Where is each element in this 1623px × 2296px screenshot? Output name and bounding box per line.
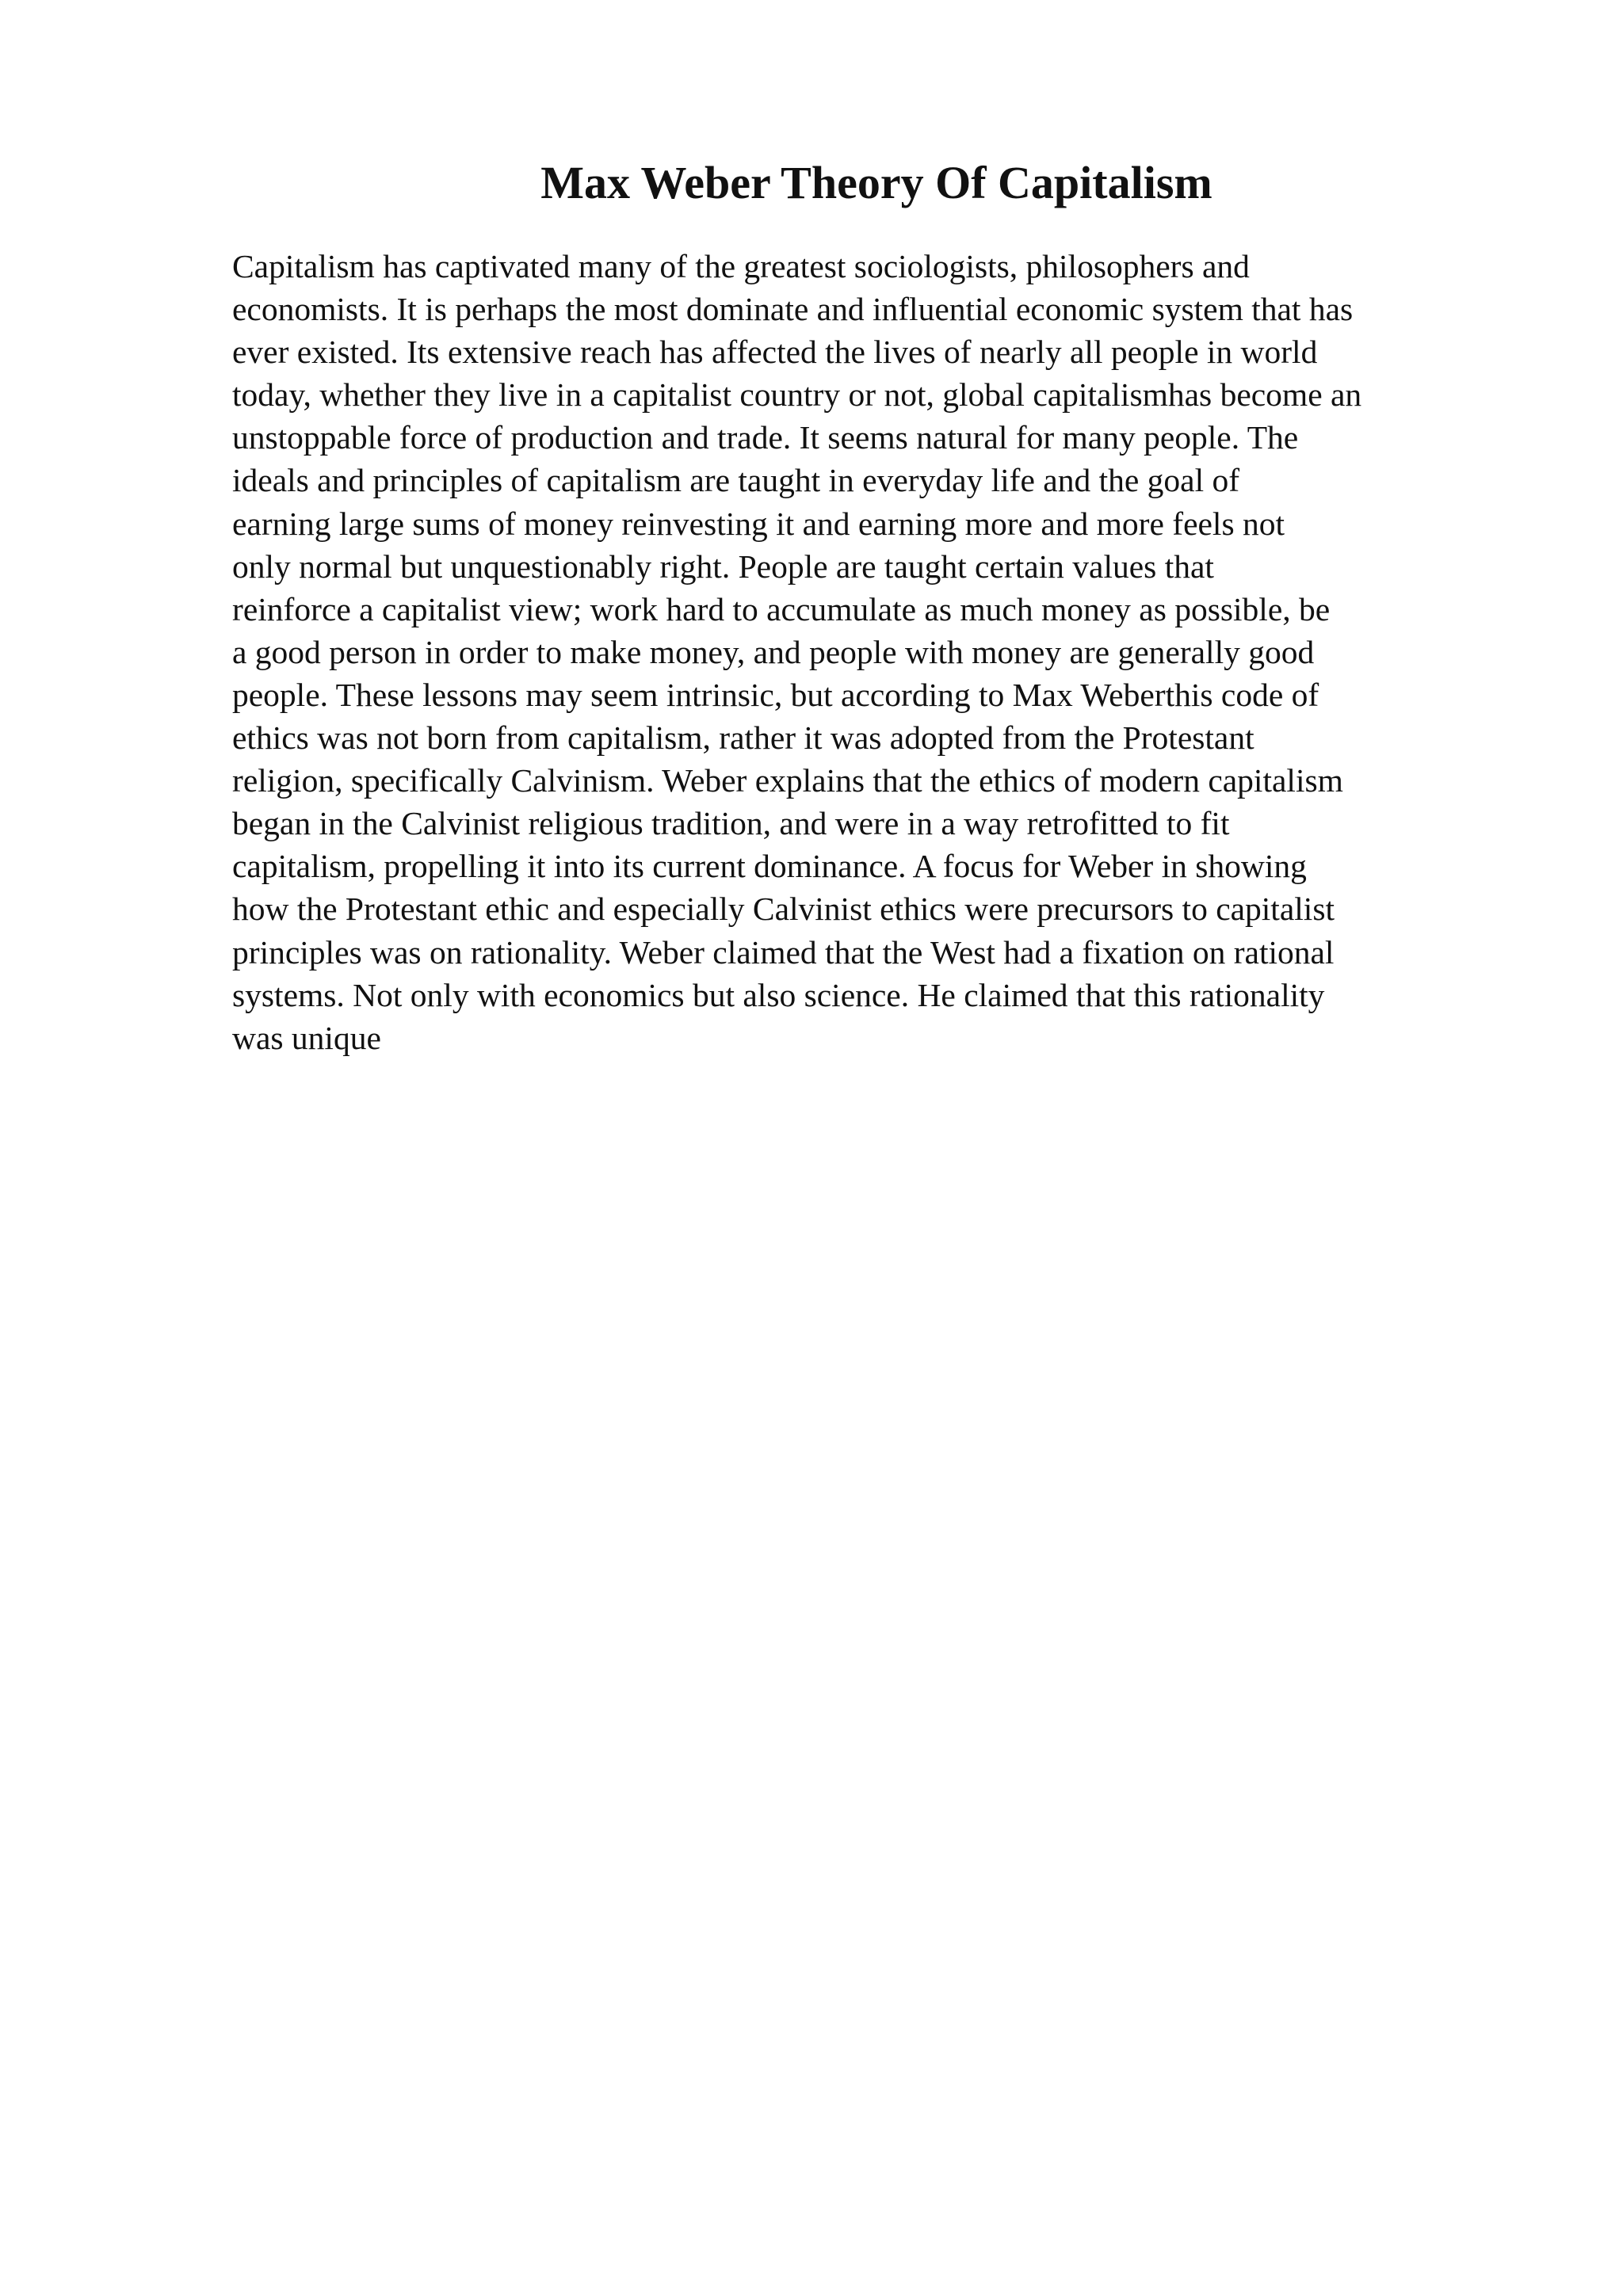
document-title: Max Weber Theory Of Capitalism	[540, 157, 1212, 208]
body-line: began in the Calvinist religious tradition, and were in a way retrofitted to fit	[232, 805, 1230, 842]
body-line: principles was on rationality. Weber claimed that the West had a fixation on rational	[232, 933, 1335, 971]
body-line: economists. It is perhaps the most dominate and influential economic system that has	[232, 291, 1354, 328]
body-line: ideals and principles of capitalism are taught in everyday life and the goal of	[232, 462, 1240, 499]
body-line: only normal but unquestionably right. People are taught certain values that	[232, 547, 1214, 585]
body-line: today, whether they live in a capitalist country or not, global capitalismhas become an	[232, 376, 1362, 414]
body-line: systems. Not only with economics but also science. He claimed that this rationality	[232, 976, 1325, 1013]
body-line: a good person in order to make money, and people with money are generally good	[232, 633, 1315, 670]
body-line: ethics was not born from capitalism, rather it was adopted from the Protestant	[232, 719, 1254, 757]
document-body	[232, 245, 1595, 1059]
body-line: reinforce a capitalist view; work hard to accumulate as much money as possible, be	[232, 590, 1331, 627]
body-line: capitalism, propelling it into its current dominance. A focus for Weber in showing	[232, 848, 1307, 885]
body-line: religion, specifically Calvinism. Weber explains that the ethics of modern capitalism	[232, 762, 1343, 799]
body-line: earning large sums of money reinvesting it and earning more and more feels not	[232, 505, 1285, 542]
body-line: ever existed. Its extensive reach has affected the lives of nearly all people in world	[232, 334, 1318, 371]
body-line: was unique	[232, 1019, 381, 1056]
body-line: unstoppable force of production and trade. It seems natural for many people. The	[232, 419, 1299, 456]
body-line: how the Protestant ethic and especially Calvinist ethics were precursors to capitalist	[232, 891, 1335, 928]
body-line: Capitalism has captivated many of the greatest sociologists, philosophers and	[232, 248, 1250, 284]
body-line: people. These lessons may seem intrinsic, but according to Max Weberthis code of	[232, 676, 1319, 713]
